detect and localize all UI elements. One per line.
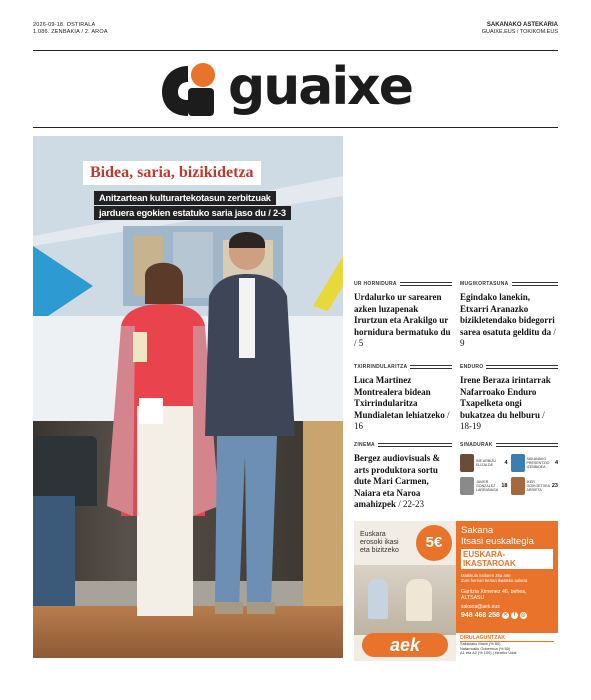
ad-person <box>368 579 388 619</box>
grants-title: DIRULAGUNTZAK <box>460 635 554 642</box>
ad-title: Sakana Itsasi euskaltegia <box>461 525 534 547</box>
issue-meta <box>33 22 108 36</box>
masthead-rule-top <box>33 50 558 51</box>
signature-item[interactable]: IKER GOIKOETXEA ARRIETA 23 <box>511 476 559 496</box>
story-text: Egindako lanekin, Etxarri Aranazko bizikletendako bidegorri sarea osatuta gelditu da / 9 <box>460 292 556 348</box>
ad-text-panel <box>456 521 558 661</box>
story-text: Luca Martinez Montrealera bidean Txirrindularitza Mundialetan lehiatzeko / 16 <box>354 375 450 431</box>
lead-photo <box>33 136 343 658</box>
publication-tag: SAKANAKO ASTEKARIA <box>486 22 558 28</box>
story-mugikortasuna[interactable] <box>460 279 558 350</box>
x-icon[interactable]: ✕ <box>503 611 508 618</box>
signatures-box <box>460 440 558 496</box>
ad-email[interactable]: sakana@aek.eus <box>461 603 500 610</box>
author-photo <box>511 477 525 495</box>
ad-slogan: Euskara erosoki ikasi eta bizitzeko <box>360 531 399 554</box>
ad-person <box>406 579 432 621</box>
publication-meta <box>482 22 558 36</box>
lead-subhead-1: Anitzartean kulturartekotasun zerbitzuak <box>94 191 276 205</box>
brand-wordmark: guaixe <box>228 57 412 117</box>
ad-brand: EUSKARA-IKASTAROAK <box>461 549 553 569</box>
ad-note: Matrikula irailaren 25a arte Zure herrian bertan ikasteko aukera <box>461 573 528 584</box>
lead-headline-box <box>83 161 261 185</box>
logo-mark-icon <box>158 60 222 120</box>
story-kicker: UR HORNIDURA <box>354 279 400 289</box>
author-photo <box>511 454 525 472</box>
lead-headline: Bidea, saria, bizikidetza <box>90 164 254 181</box>
issue-number: 1.086. ZENBAKIA / 2. AROA <box>33 29 108 35</box>
story-enduro[interactable] <box>460 362 558 433</box>
story-zinema[interactable] <box>354 440 452 511</box>
issue-date: 2026-09-18. OSTIRALA <box>33 22 96 28</box>
ad-photo-panel <box>354 521 456 661</box>
signatures-kicker: SINADURAK <box>460 440 496 450</box>
story-text: Bergez audiovisuals & arts produktora sortu dute Mari Carmen, Naiara eta Naroa amahizpek / 22-23 <box>354 453 441 509</box>
ad-price-badge: 5€ <box>416 525 452 561</box>
ad-address: Garitzia Ximenez 46, behea, ALTSASU <box>461 588 527 601</box>
lead-subhead-2: jarduera egokien estatuko saria jaso du / 2-3 <box>94 206 291 220</box>
author-photo <box>460 477 474 495</box>
guaixe-logo <box>158 56 438 122</box>
signature-item[interactable]: JAVIER GONZALEZ LARRAÑAGA 18 <box>460 476 508 496</box>
publication-sites: GUAIXE.EUS / TOKIKOM.EUS <box>481 29 558 35</box>
aek-advertisement[interactable] <box>354 521 558 661</box>
story-text: Irene Beraza irintarrak Nafarroako Enduro Txapelketa ongi bukatzea du helburu / 18-19 <box>460 375 551 431</box>
instagram-icon[interactable]: ◎ <box>521 611 526 618</box>
author-photo <box>460 454 474 472</box>
masthead-rule-bottom <box>33 127 558 128</box>
signature-item[interactable]: INE ARBIZU ELIZALDE 4 <box>460 453 508 473</box>
story-text: Urdalurko ur sarearen azken luzapenak Irurtzun eta Arakilgo ur hornidura bermatuko du / 5 <box>354 292 451 348</box>
ad-grants: DIRULAGUNTZAK Sakanako Mank (% 50) Nafarroako Gobernua (% 50) A1 eta A2 (% 100) | Herriko Udal <box>456 633 558 661</box>
story-kicker: ZINEMA <box>354 440 378 450</box>
story-ur-hornidura[interactable] <box>354 279 452 350</box>
ad-phone[interactable]: 948 468 258 <box>461 611 500 619</box>
story-kicker: TXIRRINDULARITZA <box>354 362 410 372</box>
aek-logo: aek <box>362 633 448 657</box>
story-txirrindularitza[interactable] <box>354 362 452 433</box>
story-kicker: ENDURO <box>460 362 486 372</box>
lead-page-ref: / 2-3 <box>268 208 286 218</box>
facebook-icon[interactable]: f <box>511 612 518 619</box>
ad-phone-row <box>461 612 553 619</box>
story-kicker: MUGIKORTASUNA <box>460 279 512 289</box>
signature-item[interactable]: SAKANAKO PRESENTZIO IZENBIDEA 4 <box>511 453 559 473</box>
